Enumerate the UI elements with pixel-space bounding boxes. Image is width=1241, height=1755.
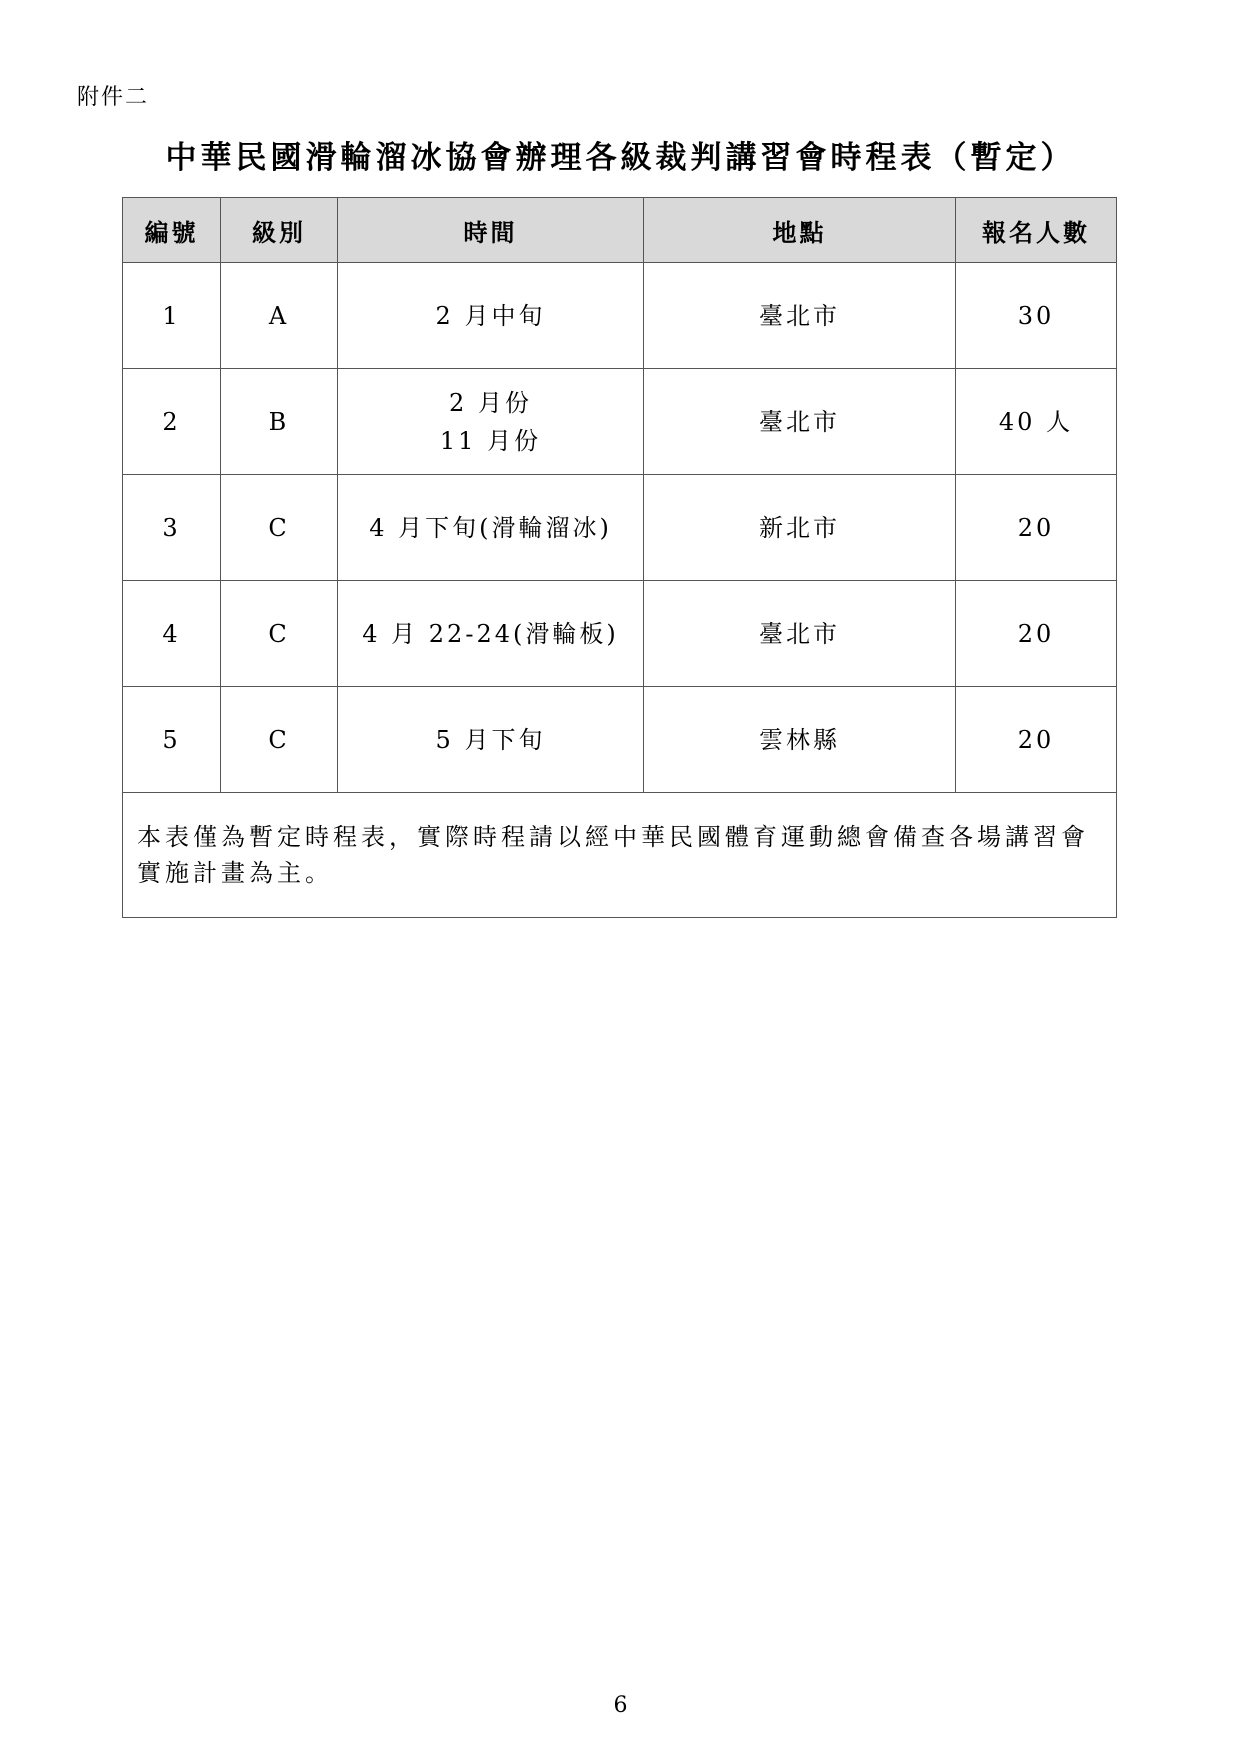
- page-title: 中華民國滑輪溜冰協會辦理各級裁判講習會時程表（暫定）: [165, 140, 1076, 176]
- cell-number: 4: [123, 581, 221, 687]
- cell-number: 3: [123, 475, 221, 581]
- time-line: 2 月份: [449, 388, 532, 417]
- time-line: 5 月下旬: [435, 725, 546, 754]
- cell-capacity: 20: [956, 475, 1117, 581]
- table-row: [123, 369, 1117, 475]
- schedule-table: [122, 197, 1117, 918]
- header-location: 地點: [644, 198, 956, 263]
- header-level: 級別: [221, 198, 338, 263]
- cell-number: 2: [123, 369, 221, 475]
- page-number: 6: [613, 1693, 628, 1718]
- table-note-row: [123, 793, 1117, 918]
- cell-level: C: [221, 581, 338, 687]
- attachment-label: 附件二: [77, 85, 150, 110]
- cell-time: [338, 369, 644, 475]
- cell-number: 1: [123, 263, 221, 369]
- cell-number: 5: [123, 687, 221, 793]
- cell-level: B: [221, 369, 338, 475]
- time-line: 11 月份: [439, 426, 542, 455]
- cell-location: 臺北市: [644, 369, 956, 475]
- cell-time: [338, 581, 644, 687]
- table-row: [123, 263, 1117, 369]
- cell-location: 新北市: [644, 475, 956, 581]
- table-note: 本表僅為暫定時程表，實際時程請以經中華民國體育運動總會備查各場講習會實施計畫為主。: [123, 793, 1117, 918]
- table-row: [123, 581, 1117, 687]
- time-line: 2 月中旬: [435, 301, 546, 330]
- table-row: [123, 687, 1117, 793]
- cell-time: [338, 263, 644, 369]
- cell-capacity: 40 人: [956, 369, 1117, 475]
- cell-location: 雲林縣: [644, 687, 956, 793]
- cell-level: A: [221, 263, 338, 369]
- time-line: 4 月下旬(滑輪溜冰): [369, 513, 612, 542]
- cell-location: 臺北市: [644, 263, 956, 369]
- header-capacity: 報名人數: [956, 198, 1117, 263]
- table-row: [123, 475, 1117, 581]
- cell-capacity: 20: [956, 687, 1117, 793]
- cell-time: [338, 475, 644, 581]
- table-header-row: [123, 198, 1117, 263]
- cell-location: 臺北市: [644, 581, 956, 687]
- time-line: 4 月 22-24(滑輪板): [362, 619, 619, 648]
- cell-level: C: [221, 687, 338, 793]
- cell-capacity: 20: [956, 581, 1117, 687]
- cell-time: [338, 687, 644, 793]
- header-number: 編號: [123, 198, 221, 263]
- header-time: 時間: [338, 198, 644, 263]
- cell-level: C: [221, 475, 338, 581]
- cell-capacity: 30: [956, 263, 1117, 369]
